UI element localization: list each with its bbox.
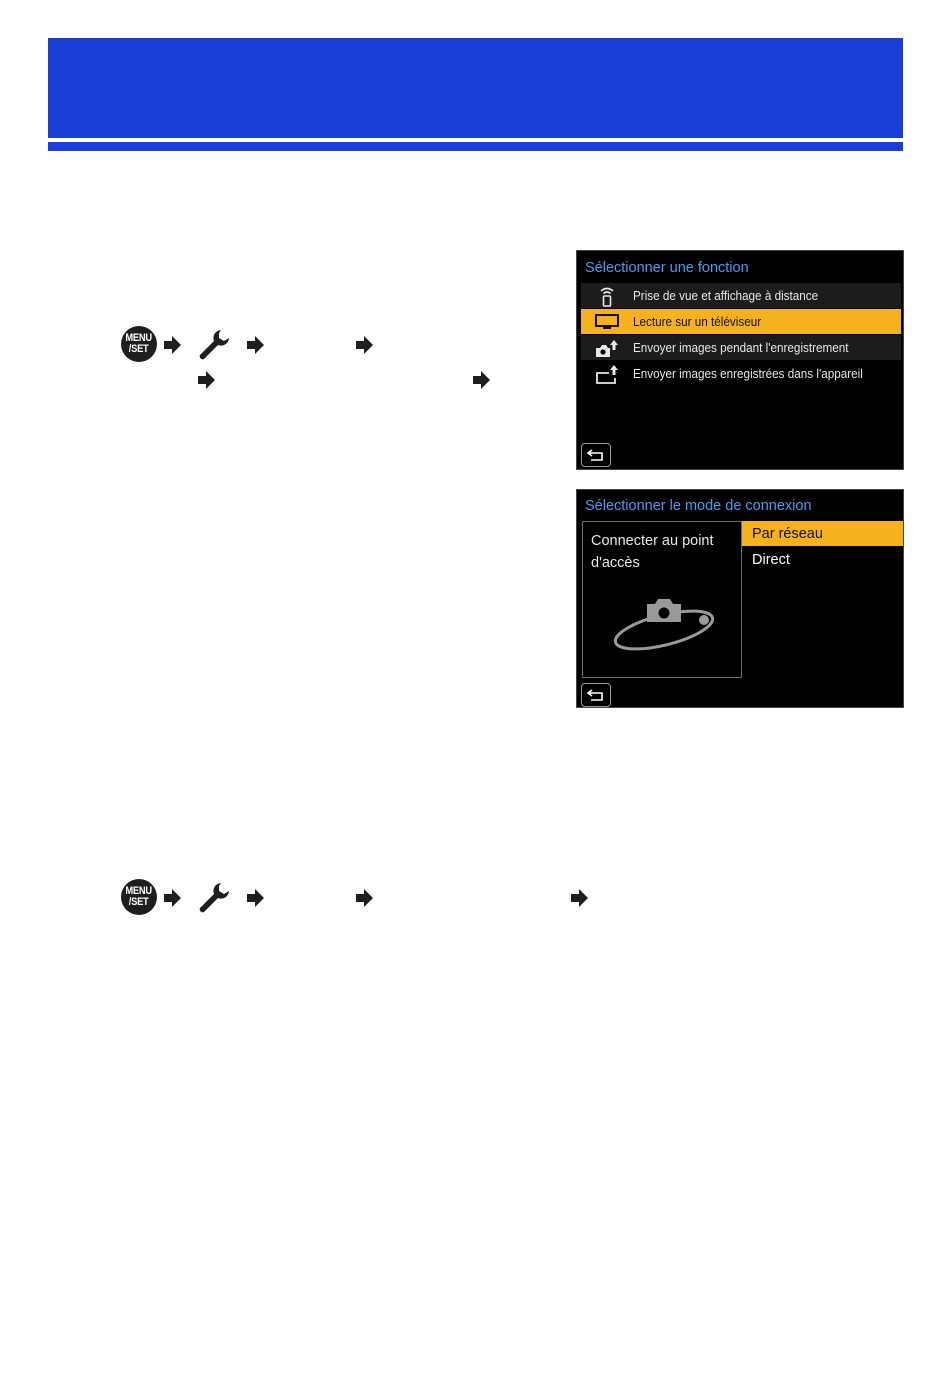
function-item-tv[interactable] — [581, 309, 901, 334]
function-item-label: Envoyer images pendant l'enregistrement — [633, 340, 849, 355]
camera-orbit-icon — [611, 592, 717, 654]
menu-set-button-icon: MENU /SET — [121, 326, 157, 362]
function-item-remote[interactable] — [581, 283, 901, 308]
arrow-right-icon — [162, 336, 182, 354]
header-rule — [48, 142, 903, 151]
screen-title: Sélectionner le mode de connexion — [585, 498, 812, 514]
arrow-right-icon — [354, 336, 374, 354]
back-button[interactable] — [581, 443, 611, 467]
arrow-right-icon — [471, 371, 491, 389]
menu-set-button-icon: MENU /SET — [121, 879, 157, 915]
function-select-screen — [576, 250, 904, 470]
wrench-icon — [197, 880, 231, 914]
connection-description-box — [582, 521, 742, 678]
arrow-right-icon — [245, 889, 265, 907]
header-banner — [48, 38, 903, 138]
connection-mode-screen — [576, 489, 904, 708]
back-arrow-icon — [586, 448, 606, 462]
function-item-label: Prise de vue et affichage à distance — [633, 288, 819, 303]
back-arrow-icon — [586, 688, 606, 702]
function-item-send-while-recording[interactable] — [581, 335, 901, 360]
function-item-label: Envoyer images enregistrées dans l'appareil — [633, 366, 863, 381]
option-direct[interactable]: Direct — [752, 551, 790, 568]
arrow-right-icon — [354, 889, 374, 907]
option-network[interactable]: Par réseau — [742, 521, 903, 546]
back-button[interactable] — [581, 683, 611, 707]
connection-description: Connecter au point d'accès — [591, 533, 714, 571]
tv-icon — [595, 314, 619, 330]
arrow-right-icon — [196, 371, 216, 389]
function-item-label: Lecture sur un téléviseur — [633, 314, 762, 329]
arrow-right-icon — [245, 336, 265, 354]
screen-title: Sélectionner une fonction — [585, 260, 749, 276]
camera-upload-icon — [595, 338, 619, 358]
remote-smartphone-icon — [597, 285, 617, 307]
arrow-right-icon — [569, 889, 589, 907]
function-item-send-recorded[interactable] — [581, 361, 901, 386]
arrow-right-icon — [162, 889, 182, 907]
box-upload-icon — [595, 364, 619, 384]
wrench-icon — [197, 327, 231, 361]
